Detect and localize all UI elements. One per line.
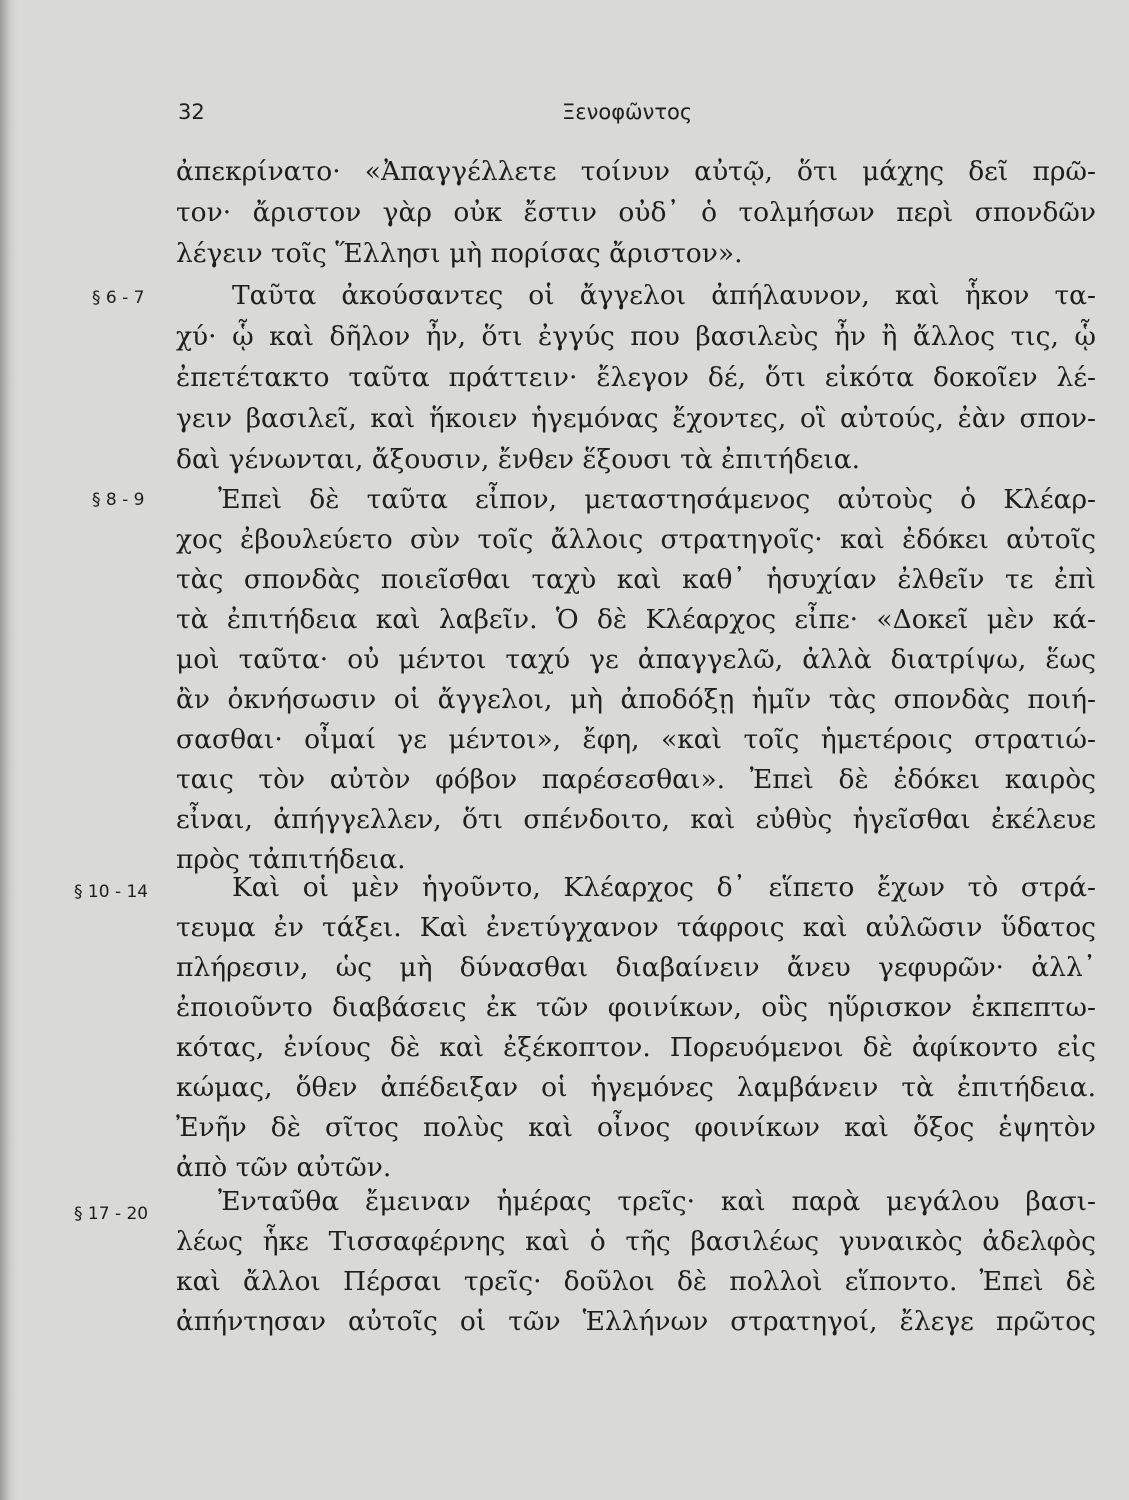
text-line: Καὶ οἱ μὲν ἡγοῦντο, Κλέαρχος δ᾽ εἵπετο ἔχων τὸ στρά- bbox=[232, 872, 1096, 903]
text-line: κώμας, ὅθεν ἀπέδειξαν οἱ ἡγεμόνες λαμβάνειν τὰ ἐπιτήδεια. bbox=[176, 1072, 1096, 1103]
text-line: τευμα ἐν τάξει. Καὶ ἐνετύγχανον τάφροις καὶ αὐλῶσιν ὕδατος bbox=[176, 912, 1096, 943]
running-title: Ξενοφῶντος bbox=[562, 100, 693, 124]
text-line: Ἐπεὶ δὲ ταῦτα εἶπον, μεταστησάμενος αὐτοὺς ὁ Κλέαρ- bbox=[218, 484, 1096, 515]
text-line: τὰ ἐπιτήδεια καὶ λαβεῖν. Ὁ δὲ Κλέαρχος εἶπε· «Δοκεῖ μὲν κά- bbox=[176, 604, 1096, 635]
text-line: καὶ ἄλλοι Πέρσαι τρεῖς· δοῦλοι δὲ πολλοὶ εἵποντο. Ἐπεὶ δὲ bbox=[176, 1266, 1096, 1297]
page-edge-shadow bbox=[0, 0, 18, 1500]
section-marker: § 10 - 14 bbox=[74, 882, 149, 902]
page-number: 32 bbox=[178, 100, 205, 124]
text-line: εἶναι, ἀπήγγελλεν, ὅτι σπένδοιτο, καὶ εὐθὺς ἡγεῖσθαι ἐκέλευε bbox=[176, 804, 1096, 835]
text-line: γειν βασιλεῖ, καὶ ἥκοιεν ἡγεμόνας ἔχοντες, οἳ αὐτούς, ἐὰν σπον- bbox=[176, 403, 1096, 434]
text-line: κότας, ἐνίους δὲ καὶ ἐξέκοπτον. Πορευόμενοι δὲ ἀφίκοντο εἰς bbox=[176, 1032, 1096, 1063]
text-line: λέγειν τοῖς Ἕλλησι μὴ πορίσας ἄριστον». bbox=[176, 238, 743, 269]
text-line: ἐπετέτακτο ταῦτα πράττειν· ἔλεγον δέ, ὅτι εἰκότα δοκοῖεν λέ- bbox=[176, 362, 1096, 393]
text-line: σασθαι· οἶμαί γε μέντοι», ἔφη, «καὶ τοῖς ἡμετέροις στρατιώ- bbox=[176, 724, 1096, 755]
text-line: ταις τὸν αὐτὸν φόβον παρέσεσθαι». Ἐπεὶ δὲ ἐδόκει καιρὸς bbox=[176, 764, 1096, 795]
text-line: δαὶ γένωνται, ἄξουσιν, ἔνθεν ἕξουσι τὰ ἐπιτήδεια. bbox=[176, 444, 861, 475]
text-line: ἐποιοῦντο διαβάσεις ἐκ τῶν φοινίκων, οὓς ηὕρισκον ἐκπεπτω- bbox=[176, 992, 1096, 1023]
text-line: πλήρεσιν, ὡς μὴ δύνασθαι διαβαίνειν ἄνευ γεφυρῶν· ἀλλ᾽ bbox=[176, 952, 1096, 983]
text-line: ἀπεκρίνατο· «Ἀπαγγέλλετε τοίνυν αὐτῷ, ὅτι μάχης δεῖ πρῶ- bbox=[176, 156, 1096, 187]
page-header bbox=[0, 100, 1129, 134]
text-line: τὰς σπονδὰς ποιεῖσθαι ταχὺ καὶ καθ᾽ ἡσυχίαν ἐλθεῖν τε ἐπὶ bbox=[176, 564, 1096, 595]
text-line: Ταῦτα ἀκούσαντες οἱ ἄγγελοι ἀπήλαυνον, καὶ ἧκον τα- bbox=[232, 280, 1096, 311]
text-line: χος ἐβουλεύετο σὺν τοῖς ἄλλοις στρατηγοῖς· καὶ ἐδόκει αὐτοῖς bbox=[176, 524, 1096, 555]
text-line: ἂν ὀκνήσωσιν οἱ ἄγγελοι, μὴ ἀποδόξῃ ἡμῖν τὰς σπονδὰς ποιή- bbox=[176, 684, 1096, 715]
text-line: Ἐνταῦθα ἔμειναν ἡμέρας τρεῖς· καὶ παρὰ μεγάλου βασι- bbox=[218, 1186, 1096, 1217]
section-marker: § 6 - 7 bbox=[92, 288, 145, 308]
text-line: Ἐνῆν δὲ σῖτος πολὺς καὶ οἶνος φοινίκων καὶ ὄξος ἑψητὸν bbox=[176, 1112, 1096, 1143]
section-marker: § 8 - 9 bbox=[92, 490, 145, 510]
text-line: τον· ἄριστον γὰρ οὐκ ἔστιν οὐδ᾽ ὁ τολμήσων περὶ σπονδῶν bbox=[176, 197, 1096, 228]
text-line: ἀπὸ τῶν αὐτῶν. bbox=[176, 1152, 392, 1183]
text-line: χύ· ᾧ καὶ δῆλον ἦν, ὅτι ἐγγύς που βασιλεὺς ἦν ἢ ἄλλος τις, ᾧ bbox=[176, 321, 1096, 352]
section-marker: § 17 - 20 bbox=[74, 1204, 149, 1224]
text-line: πρὸς τἀπιτήδεια. bbox=[176, 844, 406, 875]
text-line: μοὶ ταῦτα· οὐ μέντοι ταχύ γε ἀπαγγελῶ, ἀλλὰ διατρίψω, ἕως bbox=[176, 644, 1096, 675]
text-line: λέως ἧκε Τισσαφέρνης καὶ ὁ τῆς βασιλέως γυναικὸς ἀδελφὸς bbox=[176, 1226, 1096, 1257]
text-line: ἀπήντησαν αὐτοῖς οἱ τῶν Ἑλλήνων στρατηγοί, ἔλεγε πρῶτος bbox=[176, 1306, 1096, 1337]
